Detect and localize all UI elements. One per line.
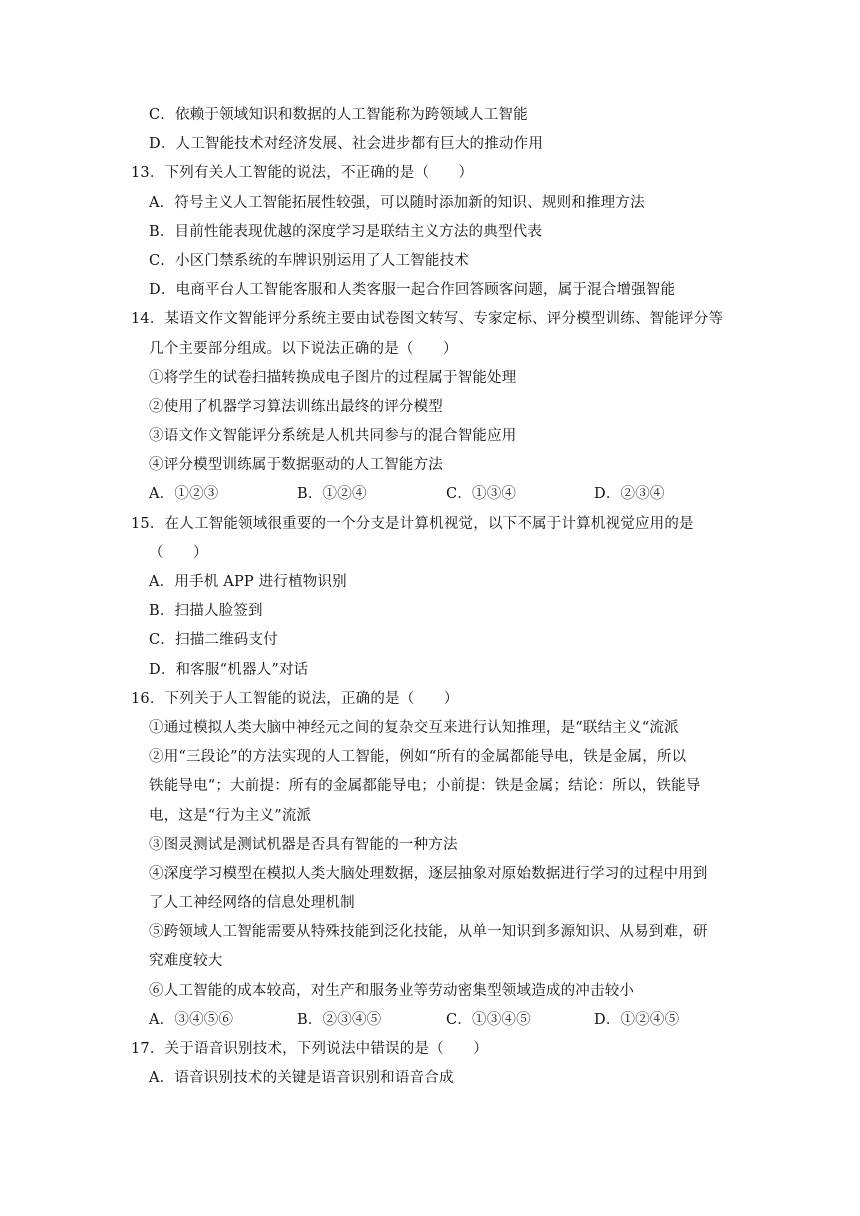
q16-option-c: C．①③④⑤ [446,1011,531,1028]
q14-stem-line2: 几个主要部分组成。以下说法正确的是（ ） [149,340,458,357]
q16-option-d: D．①②④⑤ [594,1011,680,1028]
q16-statement-3: ③图灵测试是测试机器是否具有智能的一种方法 [149,836,458,853]
q16-statement-4-line2: 了人工神经网络的信息处理机制 [149,895,355,912]
q14-statement-3: ③语文作文智能评分系统是人机共同参与的混合智能应用 [149,428,517,445]
q15-option-a: A．用手机 APP 进行植物识别 [149,574,347,590]
q16-statement-1: ①通过模拟人类大脑中神经元之间的复杂交互来进行认知推理，是“联结主义“流派 [149,719,679,736]
q15-option-c: C．扫描二维码支付 [149,632,278,649]
q15-stem-line2: （ ） [149,544,208,561]
q14-statement-4: ④评分模型训练属于数据驱动的人工智能方法 [149,457,443,474]
q14-option-b: B．①②④ [297,486,367,503]
q15-option-d: D．和客服“机器人”对话 [149,661,309,678]
q13-option-b: B．目前性能表现优越的深度学习是联结主义方法的典型代表 [149,223,543,240]
q13-option-c: C．小区门禁系统的车牌识别运用了人工智能技术 [149,252,469,269]
q16-options-row [0,1006,860,1035]
q16-statement-2-line2: 铁能导电“；大前提：所有的金属都能导电；小前提：铁是金属；结论：所以，铁能导 [149,778,701,795]
q14-statement-1: ①将学生的试卷扫描转换成电子图片的过程属于智能处理 [149,369,517,386]
q16-statement-4-line1: ④深度学习模型在模拟人类大脑处理数据，逐层抽象对原始数据进行学习的过程中用到 [149,865,708,882]
q17-option-a: A．语音识别技术的关键是语音识别和语音合成 [149,1070,454,1087]
q16-statement-5-line1: ⑤跨领域人工智能需要从特殊技能到泛化技能，从单一知识到多源知识、从易到难，研 [149,924,708,941]
q16-option-a: A．③④⑤⑥ [149,1011,234,1028]
q16-stem: 16．下列关于人工智能的说法，正确的是（ ） [131,690,459,707]
q16-statement-6: ⑥人工智能的成本较高，对生产和服务业等劳动密集型领域造成的冲击较小 [149,982,635,999]
q14-stem-line1: 14．某语文作文智能评分系统主要由试卷图文转写、专家定标、评分模型训练、智能评分等 [131,311,724,328]
q12-option-c: C．依赖于领域知识和数据的人工智能称为跨领域人工智能 [149,107,528,123]
q14-option-d: D．②③④ [594,486,665,503]
q17-stem: 17．关于语音识别技术，下列说法中错误的是（ ） [131,1041,488,1057]
q13-option-d: D．电商平台人工智能客服和人类客服一起合作回答顾客问题，属于混合增强智能 [149,282,676,299]
q14-statement-2: ②使用了机器学习算法训练出最终的评分模型 [149,398,443,415]
q16-statement-2-line3: 电，这是“行为主义”流派 [149,807,312,824]
q13-option-a: A．符号主义人工智能拓展性较强，可以随时添加新的知识、规则和推理方法 [149,194,645,211]
q14-options-row [0,480,860,509]
q15-option-b: B．扫描人脸签到 [149,603,263,620]
q15-stem-line1: 15．在人工智能领域很重要的一个分支是计算机视觉，以下不属于计算机视觉应用的是 [131,515,694,532]
q14-option-a: A．①②③ [149,486,219,503]
q13-stem: 13．下列有关人工智能的说法，不正确的是（ ） [131,165,474,182]
q14-option-c: C．①③④ [446,486,517,503]
q16-option-b: B．②③④⑤ [297,1011,382,1028]
q16-statement-2-line1: ②用“三段论”的方法实现的人工智能，例如“所有的金属都能导电，铁是金属，所以 [149,749,687,766]
q16-statement-5-line2: 究难度较大 [149,953,223,970]
q12-option-d: D．人工智能技术对经济发展、社会进步都有巨大的推动作用 [149,136,544,153]
